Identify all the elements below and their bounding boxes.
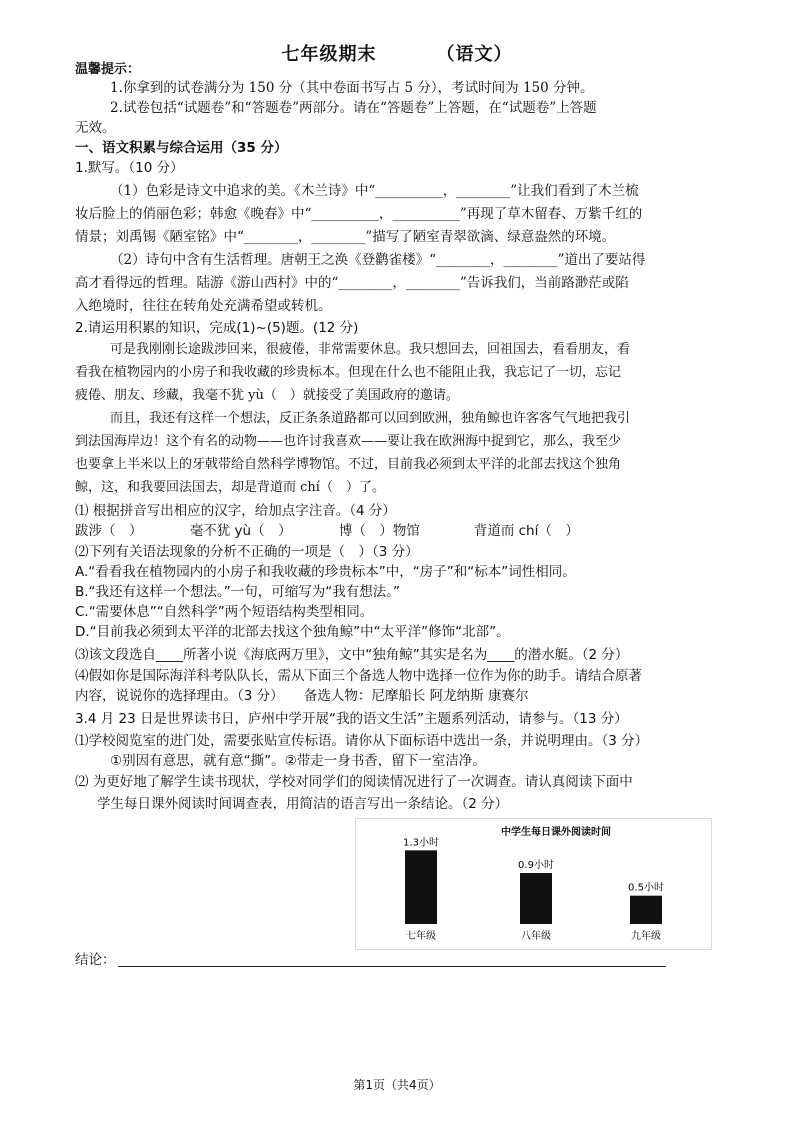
- q1-heading: 1.默写。（10 分）: [75, 160, 184, 176]
- q1-line-3: 情景；刘禹锡《陋室铭》中“________，________”描写了陋室青翠欲滴、绿意盎然的环境。: [75, 229, 616, 245]
- q2-passage-line-6: 也要拿上半米以上的牙戟带给自然科学博物馆。不过，目前我必须到太平洋的北部去找这个独角: [75, 457, 622, 472]
- q3-sub-2-line-2: 学生每日课外阅读时间调查表，用简洁的语言写出一条结论。（2 分）: [97, 796, 509, 812]
- section-1-heading: 一、语文积累与综合运用（35 分）: [75, 140, 288, 156]
- q2-passage-line-1: 可是我刚刚长途跋涉回来，很疲倦，非常需要休息。我只想回去，回祖国去，看看朋友，看: [110, 342, 631, 357]
- q2-passage-line-4: 而且，我还有这样一个想法，反正条条道路都可以回到欧洲，独角鲸也许客客气气地把我引: [110, 411, 631, 426]
- q2-option-b: B.“我还有这样一个想法。”一句，可缩写为“我有想法。”: [75, 584, 401, 600]
- q1-line-6: 入绝境时，往往在转角处充满希望或转机。: [75, 298, 332, 314]
- q1-line-4: （2）诗句中含有生活哲理。唐朝王之涣《登鹳雀楼》“________，________”道出了要站得: [110, 252, 646, 268]
- q2-heading: 2.请运用积累的知识，完成(1)~(5)题。(12 分): [75, 320, 359, 336]
- q2-passage-line-5: 到法国海岸边！这个有名的动物——也许讨我喜欢——要让我在欧洲海中捉到它，那么，我至少: [75, 434, 622, 449]
- q3-sub-1-options: ①别因有意思，就有意“撕”。②带走一身书香，留下一室洁净。: [110, 753, 486, 769]
- category-label-3: 九年级: [631, 931, 661, 942]
- bar-2: [520, 873, 552, 924]
- q2-sub-4-line-2: 内容，说说你的选择理由。（3 分） 备选人物：尼摩船长 阿龙纳斯 康赛尔: [75, 688, 529, 704]
- bar-1: [405, 850, 437, 924]
- page-footer: 第1页（共4页）: [353, 1078, 441, 1092]
- q2-option-c: C.“需要休息”“自然科学”两个短语结构类型相同。: [75, 604, 374, 620]
- q2-sub-4-line-1: ⑷假如你是国际海洋科考队队长，需从下面三个备选人物中选择一位作为你的助手。请结合原著: [75, 668, 642, 684]
- q2-passage-line-7: 鲸，这，和我要回法国去，却是背道而 chí（ ）了。: [75, 480, 385, 495]
- tips-heading: 温馨提示：: [75, 62, 141, 77]
- tips-line-3: 无效。: [75, 120, 116, 136]
- q2-passage-line-2: 看我在植物园内的小房子和我收藏的珍贵标本。但现在什么也不能阻止我，我忘记了一切，忘记: [75, 365, 622, 380]
- reading-time-bar-chart: [355, 818, 712, 950]
- q2-sub-1-items: 跋涉（ ） 毫不犹 yù（ ） 博（ ）物馆 背道而 chí（ ）: [75, 523, 579, 539]
- q2-option-a: A.“看看我在植物园内的小房子和我收藏的珍贵标本”中，“房子”和“标本”词性相同。: [75, 564, 576, 580]
- q3-heading: 3.4 月 23 日是世界读书日，庐州中学开展“我的语文生活”主题系列活动，请参与。（13 分）: [75, 711, 628, 727]
- title-main: 七年级期末: [281, 44, 377, 65]
- q1-line-5: 高才看得远的哲理。陆游《游山西村》中的“________，________”告诉我们，当前路渺茫或陷: [75, 275, 629, 291]
- conclusion-answer-line[interactable]: [118, 966, 666, 967]
- q1-line-2: 妆后脸上的俏丽色彩；韩愈《晚春》中“__________，__________”再现了草木留春、万紫千红的: [75, 206, 643, 222]
- category-label-1: 七年级: [406, 931, 436, 942]
- tips-line-1: 1.你拿到的试卷满分为 150 分（其中卷面书写占 5 分），考试时间为 150 分钟。: [110, 80, 594, 96]
- q2-sub-2: ⑵下列有关语法现象的分析不正确的一项是（ ）（3 分）: [75, 544, 419, 560]
- q3-sub-2-line-1: ⑵ 为更好地了解学生读书现状，学校对同学们的阅读情况进行了一次调查。请认真阅读下面中: [75, 774, 633, 790]
- q3-sub-1: ⑴学校阅览室的进门处，需要张贴宣传标语。请你从下面标语中选出一条，并说明理由。（3 分）: [75, 733, 649, 749]
- chart-title: 中学生每日课外阅读时间: [501, 827, 611, 838]
- bar-value-label-1: 1.3小时: [403, 837, 439, 849]
- q1-line-1: （1）色彩是诗文中追求的美。《木兰诗》中“__________，________”让我们看到了木兰梳: [110, 183, 639, 199]
- tips-line-2: 2.试卷包括“试题卷”和“答题卷”两部分。请在“答题卷”上答题，在“试题卷”上答题: [110, 100, 597, 116]
- bar-3: [630, 896, 662, 924]
- bar-value-label-3: 0.5小时: [628, 882, 664, 894]
- category-label-2: 八年级: [521, 931, 551, 942]
- q2-sub-3: ⑶该文段选自____所著小说《海底两万里》，文中“独角鲸”其实是名为____的潜水艇。（2 分）: [75, 647, 629, 663]
- q2-sub-1: ⑴ 根据拼音写出相应的汉字，给加点字注音。（4 分）: [75, 503, 396, 519]
- title-subject: （语文）: [436, 44, 513, 65]
- q2-passage-line-3: 疲倦、朋友、珍藏，我毫不犹 yù（ ）就接受了美国政府的邀请。: [75, 388, 459, 403]
- conclusion-label: 结论：: [75, 952, 116, 968]
- q2-option-d: D.“目前我必须到太平洋的北部去找这个独角鲸”中“太平洋”修饰“北部”。: [75, 624, 510, 640]
- bar-value-label-2: 0.9小时: [518, 860, 554, 871]
